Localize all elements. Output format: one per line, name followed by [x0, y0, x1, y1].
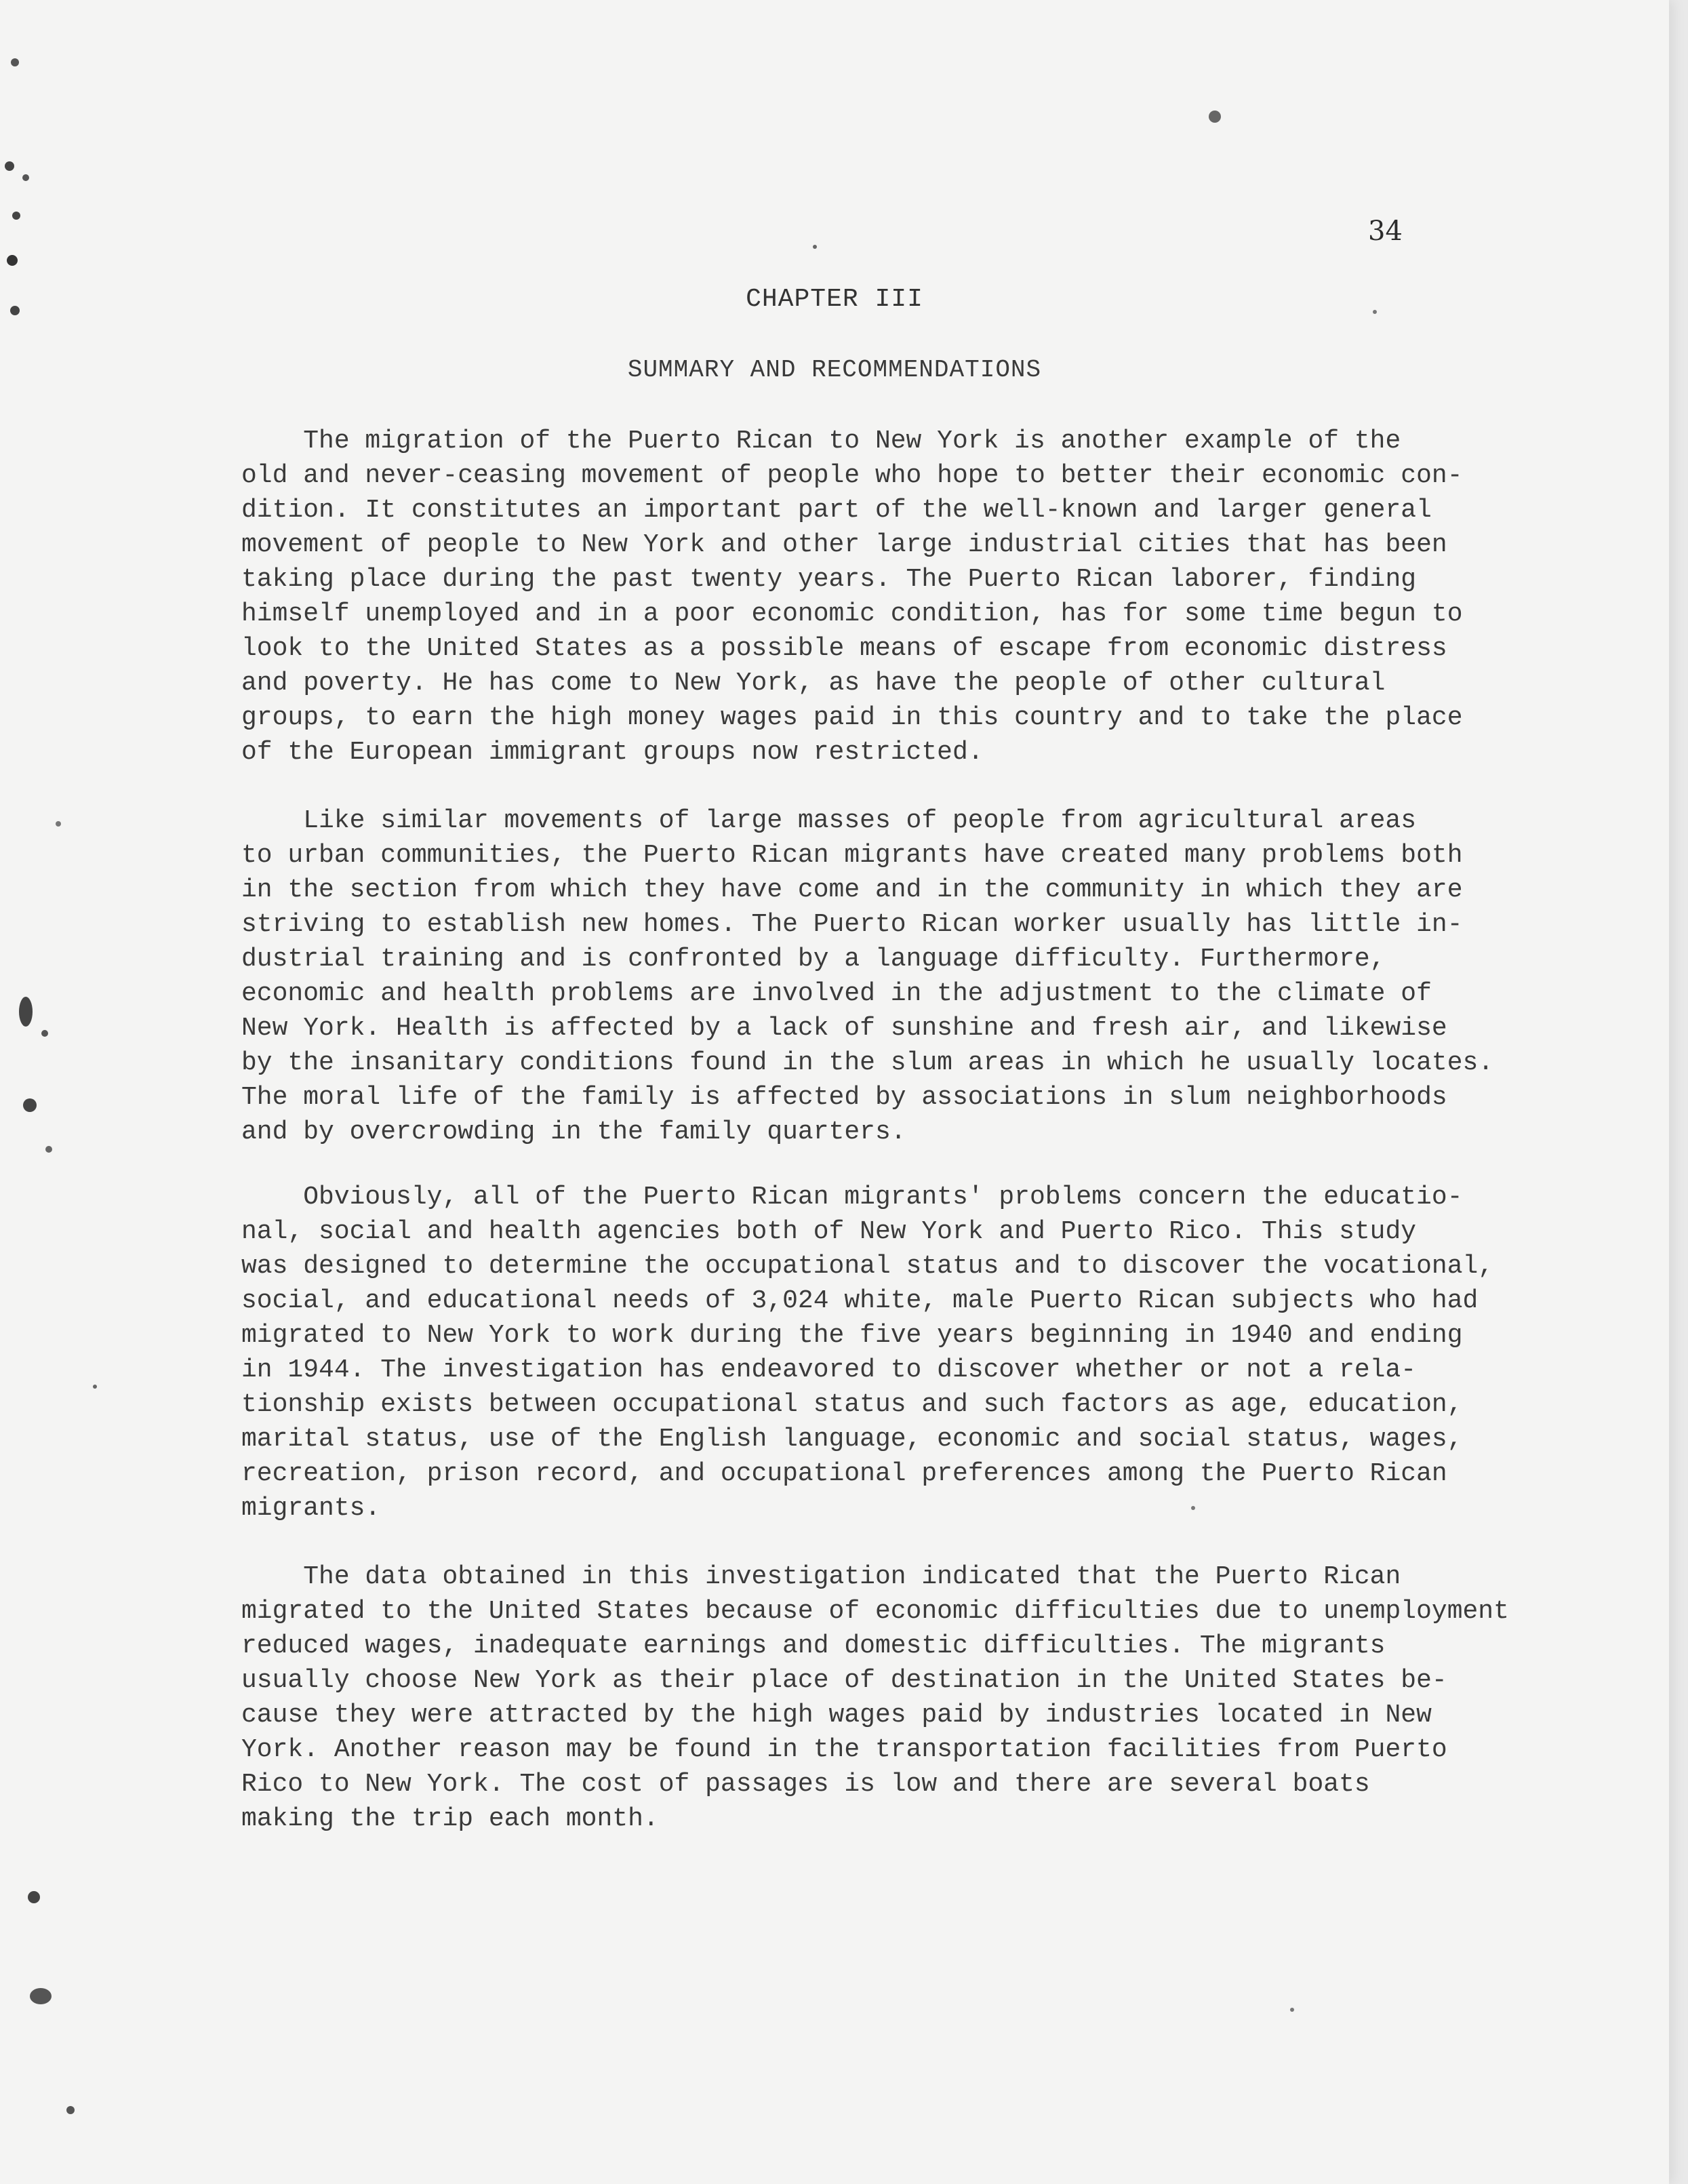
text-line: economic and health problems are involved in the adjustment to the climate of	[241, 979, 1432, 1008]
text-line: striving to establish new homes. The Puerto Rican worker usually has little in-	[241, 910, 1463, 939]
text-line: usually choose New York as their place of destination in the United States be-	[241, 1666, 1447, 1695]
text-line: dition. It constitutes an important part of the well-known and larger general	[241, 496, 1432, 525]
text-line: groups, to earn the high money wages paid in this country and to take the place	[241, 703, 1463, 732]
text-line: in the section from which they have come and in the community in which they are	[241, 875, 1463, 905]
text-line: migrants.	[241, 1494, 381, 1523]
text-line: Rico to New York. The cost of passages is low and there are several boats	[241, 1770, 1370, 1799]
text-line: The moral life of the family is affected by associations in slum neighborhoods	[241, 1083, 1447, 1112]
text-line: in 1944. The investigation has endeavored to discover whether or not a rela-	[241, 1355, 1417, 1385]
text-line: social, and educational needs of 3,024 white, male Puerto Rican subjects who had	[241, 1286, 1479, 1315]
text-line: Like similar movements of large masses of people from agricultural areas	[241, 806, 1417, 835]
text-line: was designed to determine the occupational status and to discover the vocational,	[241, 1252, 1494, 1281]
text-line: making the trip each month.	[241, 1804, 659, 1833]
text-line: recreation, prison record, and occupational preferences among the Puerto Rican	[241, 1459, 1447, 1488]
text-line: and poverty. He has come to New York, as have the people of other cultural	[241, 669, 1386, 698]
text-line: cause they were attracted by the high wages paid by industries located in New	[241, 1701, 1432, 1730]
text-line: reduced wages, inadequate earnings and domestic difficulties. The migrants	[241, 1631, 1386, 1661]
text-line: of the European immigrant groups now restricted.	[241, 738, 984, 767]
text-line: The migration of the Puerto Rican to New York is another example of the	[241, 426, 1401, 456]
text-line: tionship exists between occupational status and such factors as age, education,	[241, 1390, 1463, 1419]
text-line: York. Another reason may be found in the transportation facilities from Puerto	[241, 1735, 1447, 1764]
paragraph	[241, 1560, 1509, 1836]
text-line: migrated to New York to work during the five years beginning in 1940 and ending	[241, 1321, 1463, 1350]
chapter-heading: CHAPTER III	[746, 285, 923, 314]
text-line: by the insanitary conditions found in the slum areas in which he usually locates.	[241, 1048, 1494, 1077]
text-line: old and never-ceasing movement of people who hope to better their economic con-	[241, 461, 1463, 490]
text-line: marital status, use of the English language, economic and social status, wages,	[241, 1425, 1463, 1454]
text-line: look to the United States as a possible means of escape from economic distress	[241, 634, 1447, 663]
text-line: dustrial training and is confronted by a language difficulty. Furthermore,	[241, 945, 1386, 974]
text-line: nal, social and health agencies both of New York and Puerto Rico. This study	[241, 1217, 1417, 1246]
text-line: The data obtained in this investigation indicated that the Puerto Rican	[241, 1562, 1401, 1591]
text-line: migrated to the United States because of economic difficulties due to unemployment	[241, 1597, 1509, 1626]
text-line: to urban communities, the Puerto Rican migrants have created many problems both	[241, 841, 1463, 870]
page-number: 34	[1368, 216, 1403, 247]
text-line: Obviously, all of the Puerto Rican migrants' problems concern the educatio-	[241, 1183, 1463, 1212]
text-line: himself unemployed and in a poor economic condition, has for some time begun to	[241, 599, 1463, 629]
text-line: and by overcrowding in the family quarters.	[241, 1117, 906, 1147]
paragraph	[241, 1180, 1493, 1526]
text-line: movement of people to New York and other large industrial cities that has been	[241, 530, 1447, 559]
paragraph	[241, 803, 1493, 1149]
paragraph	[241, 424, 1463, 770]
chapter-title: SUMMARY AND RECOMMENDATIONS	[627, 356, 1042, 384]
text-line: New York. Health is affected by a lack of sunshine and fresh air, and likewise	[241, 1014, 1447, 1043]
text-line: taking place during the past twenty years. The Puerto Rican laborer, finding	[241, 565, 1417, 594]
